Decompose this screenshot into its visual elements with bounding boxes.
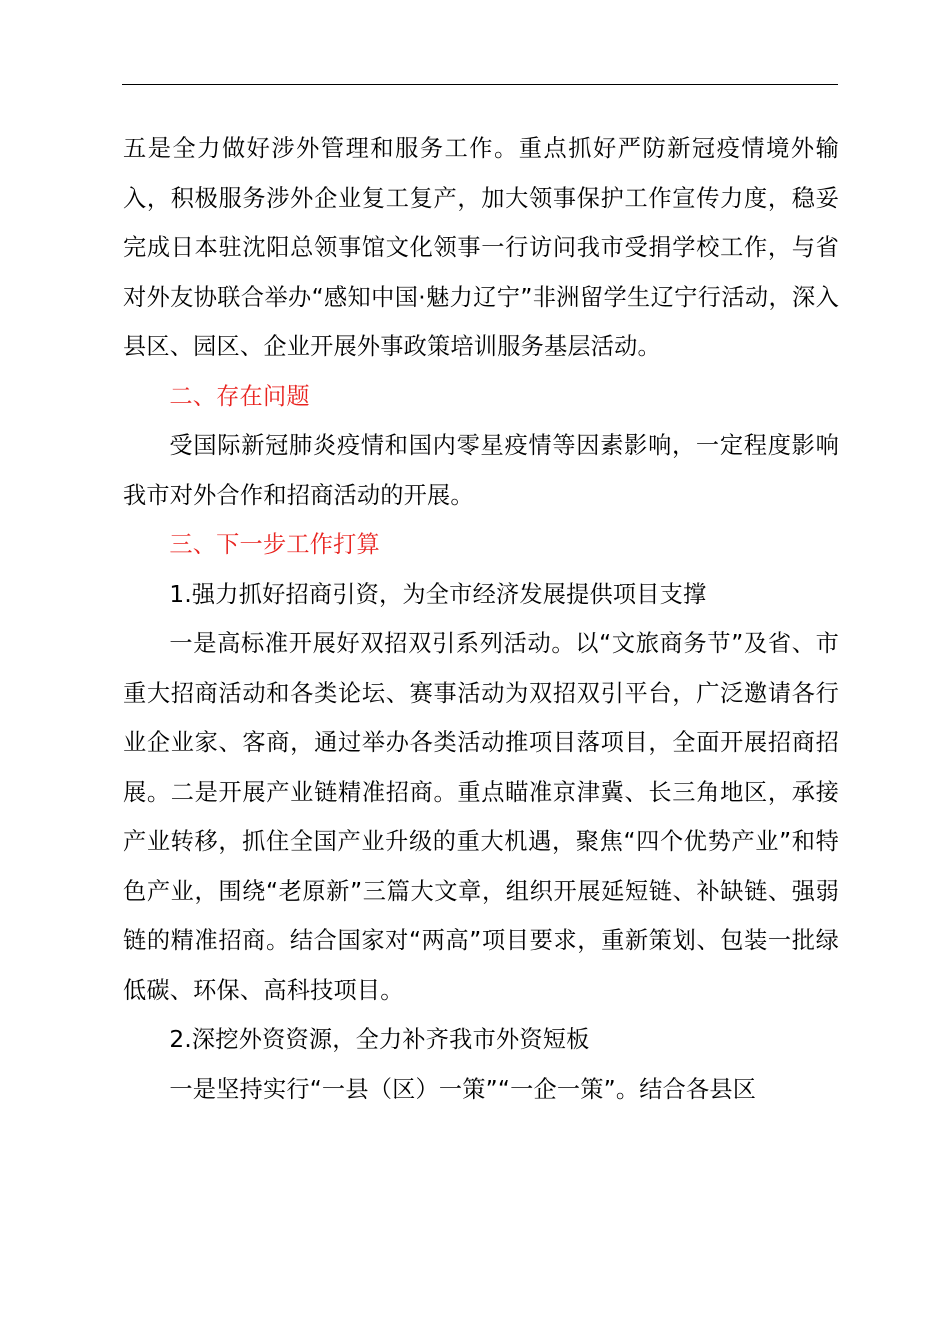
paragraph-problems: 受国际新冠肺炎疫情和国内零星疫情等因素影响，一定程度影响我市对外合作和招商活动的开展。 [123, 432, 839, 509]
paragraph-foreign-affairs-service: 五是全力做好涉外管理和服务工作。重点抓好严防新冠疫情境外输入，积极服务涉外企业复工复产，加大领事保护工作宣传力度，稳妥完成日本驻沈阳总领事馆文化领事一行访问我市受捐学校工作，与省对外友协联合举办“感知中国·魅力辽宁”非洲留学生辽宁行活动，深入县区、园区、企业开展外事政策培训服务基层活动。 [123, 135, 839, 360]
subheading-investment-attraction: 1.强力抓好招商引资，为全市经济发展提供项目支撑 [169, 580, 707, 608]
header-rule [122, 84, 838, 85]
subheading-foreign-capital: 2.深挖外资资源，全力补齐我市外资短板 [169, 1026, 590, 1053]
section-heading-problems: 二、存在问题 [169, 382, 310, 410]
section-heading-next-steps: 三、下一步工作打算 [169, 531, 380, 558]
paragraph-investment-activities: 一是高标准开展好双招双引系列活动。以“文旅商务节”及省、市重大招商活动和各类论坛、赛事活动为双招双引平台，广泛邀请各行业企业家、客商，通过举办各类活动推项目落项目，全面开展招商招展。二是开展产业链精准招商。重点瞄准京津冀、长三角地区，承接产业转移，抓住全国产业升级的重大机遇，聚焦“四个优势产业”和特色产业，围绕“老原新”三篇大文章，组织开展延短链、补缺链、强弱链的精准招商。结合国家对“两高”项目要求，重新策划、包装一批绿低碳、环保、高科技项目。 [123, 630, 839, 1004]
document-body [123, 124, 839, 1114]
paragraph-one-county-one-policy: 一是坚持实行“一县（区）一策”“一企一策”。结合各县区 [169, 1075, 757, 1103]
